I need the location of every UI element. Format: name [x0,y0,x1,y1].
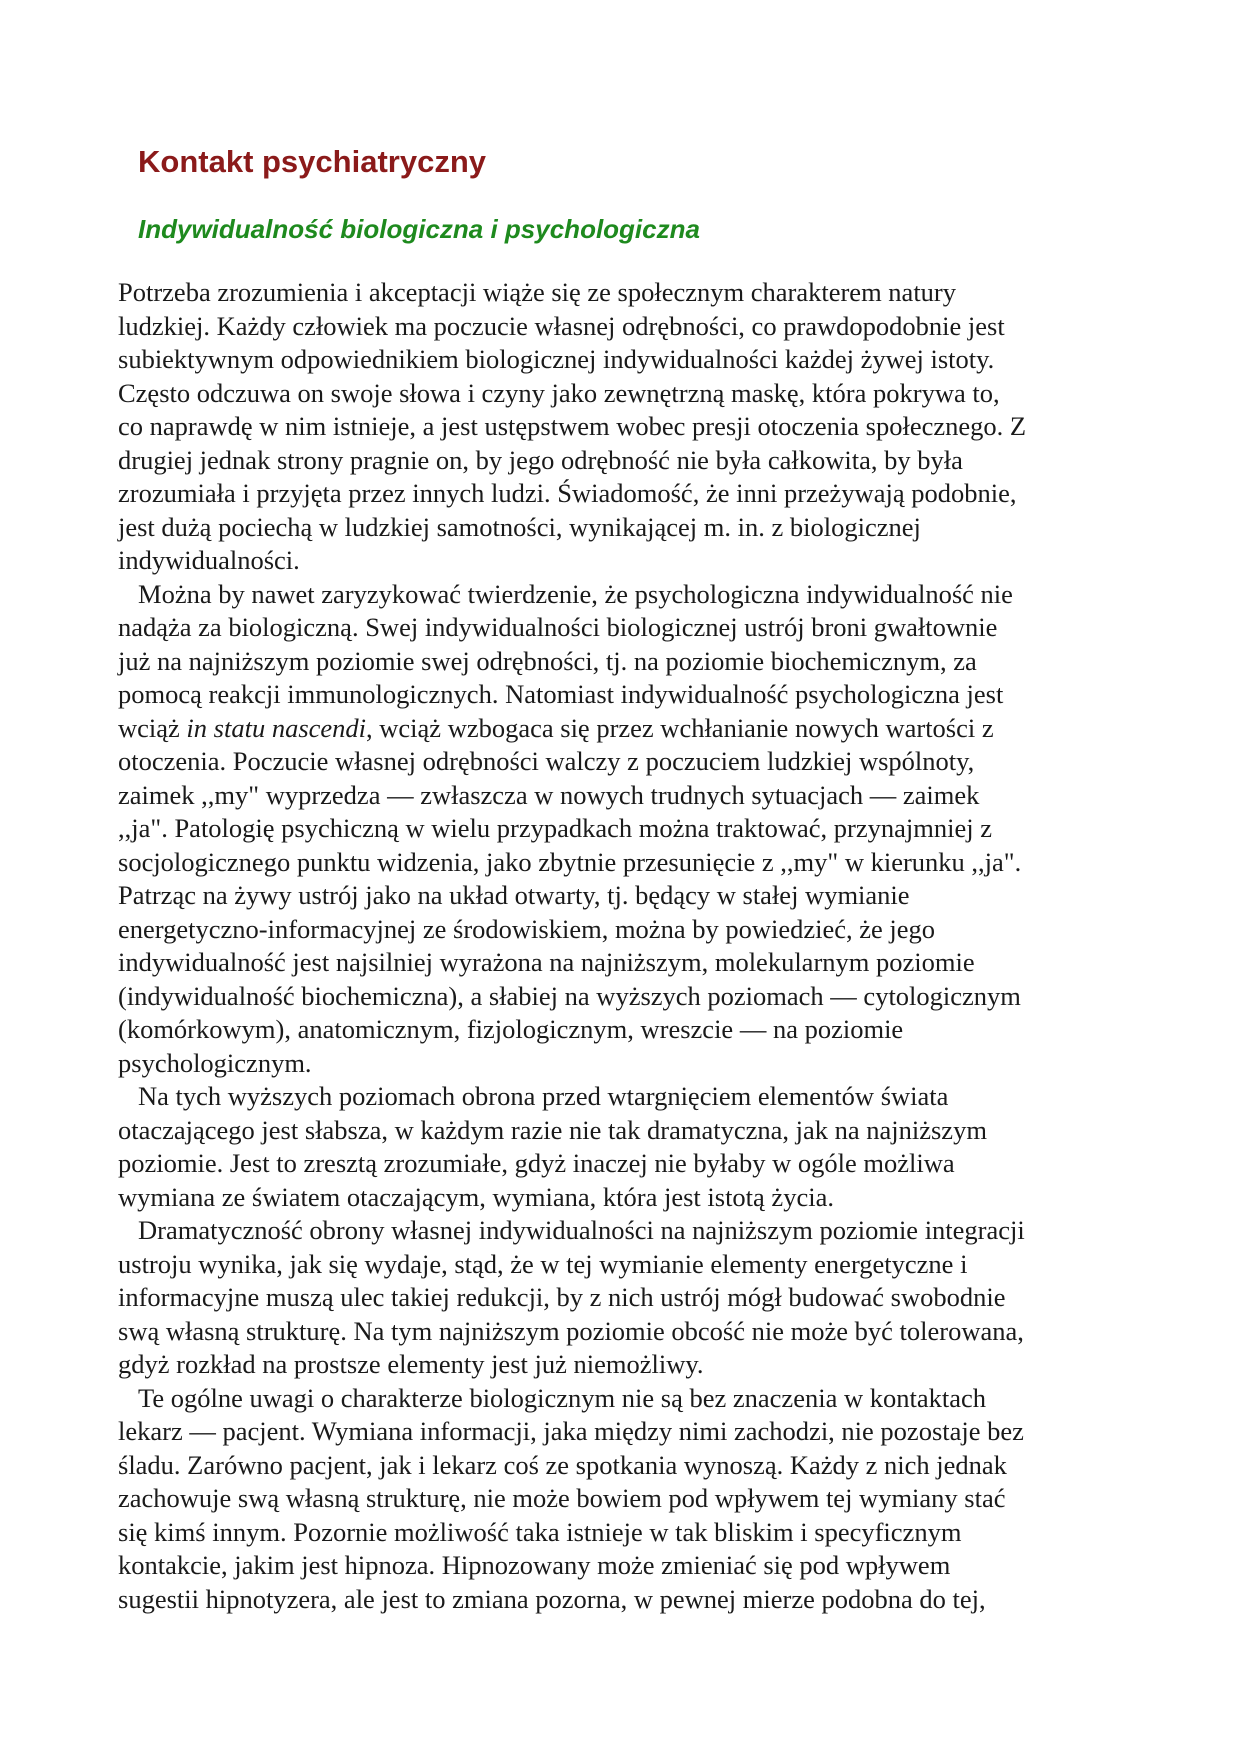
document-body [118,276,1128,1616]
text-line: (komórkowym), anatomicznym, fizjologicznym, wreszcie — na poziomie [118,1014,904,1044]
text-line: swą własną strukturę. Na tym najniższym poziomie obcość nie może być tolerowana, [118,1315,1024,1346]
text-line: ustroju wynika, jak się wydaje, stąd, że w tej wymianie elementy energetyczne i [118,1248,968,1279]
text-line: poziomie. Jest to zresztą zrozumiałe, gdyż inaczej nie byłaby w ogóle możliwa [118,1148,955,1178]
text-line: śladu. Zarówno pacjent, jak i lekarz coś ze spotkania wynoszą. Każdy z nich jednak [118,1449,1007,1480]
text-line: pomocą reakcji immunologicznych. Natomiast indywidualność psychologiczna jest [118,679,1004,709]
text-line: zrozumiała i przyjęta przez innych ludzi. Świadomość, że inni przeżywają podobnie, [118,478,1017,508]
text-line: Często odczuwa on swoje słowa i czyny jako zewnętrzną maskę, która pokrywa to, [118,377,1000,408]
document-subtitle: Indywidualność biologiczna i psychologiczna [138,214,700,244]
text-line: socjologicznego punktu widzenia, jako zbytnie przesunięcie z ,,my" w kierunku ,,ja". [118,846,1022,877]
text-segment: wciąż [118,712,187,743]
text-line: co naprawdę w nim istnieje, a jest ustępstwem wobec presji otoczenia społecznego. Z [118,411,1027,441]
text-line: otaczającego jest słabsza, w każdym razie nie tak dramatyczna, jak na najniższym [118,1114,987,1145]
text-line: ,,ja". Patologię psychiczną w wielu przypadkach można traktować, przynajmniej z [118,813,992,843]
text-line: ludzkiej. Każdy człowiek ma poczucie własnej odrębności, co prawdopodobnie jest [118,310,1005,341]
text-line-mixed [118,712,1128,746]
text-line: sugestii hipnotyzera, ale jest to zmiana pozorna, w pewnej mierze podobna do tej, [118,1583,986,1614]
text-line: już na najniższym poziomie swej odrębności, tj. na poziomie biochemicznym, za [118,645,977,676]
document-title: Kontakt psychiatryczny [138,144,486,179]
text-line: zachowuje swą własną strukturę, nie może bowiem pod wpływem tej wymiany stać [118,1483,1006,1513]
text-line: lekarz — pacjent. Wymiana informacji, jaka między nimi zachodzi, nie pozostaje bez [118,1416,1024,1446]
text-line: energetyczno-informacyjnej ze środowiskiem, można by powiedzieć, że jego [118,913,936,944]
text-line: Można by nawet zaryzykować twierdzenie, że psychologiczna indywidualność nie [138,578,1013,609]
text-line: Potrzeba zrozumienia i akceptacji wiąże się ze społecznym charakterem natury [118,277,957,307]
text-line: indywidualności. [118,545,300,575]
text-line: indywidualność jest najsilniej wyrażona na najniższym, molekularnym poziomie [118,947,975,977]
latin-phrase: in statu nascendi [186,712,367,743]
text-line: kontakcie, jakim jest hipnoza. Hipnozowany może zmieniać się pod wpływem [118,1550,951,1580]
text-line: subiektywnym odpowiednikiem biologicznej indywidualności każdej żywej istoty. [118,344,995,374]
text-line: informacyjne muszą ulec takiej redukcji, by z nich ustrój mógł budować swobodnie [118,1282,1006,1312]
text-line: psychologicznym. [118,1047,312,1078]
text-line: nadąża za biologiczną. Swej indywidualności biologicznej ustrój broni gwałtownie [118,612,998,642]
text-line: wymiana ze światem otaczającym, wymiana, która jest istotą życia. [118,1181,834,1212]
text-line: gdyż rozkład na prostsze elementy jest już niemożliwy. [118,1349,704,1379]
text-line: otoczenia. Poczucie własnej odrębności walczy z poczuciem ludzkiej wspólnoty, [118,746,975,776]
text-line: (indywidualność biochemiczna), a słabiej na wyższych poziomach — cytologicznym [118,980,1021,1011]
text-line: Te ogólne uwagi o charakterze biologicznym nie są bez znaczenia w kontaktach [138,1382,986,1413]
text-line: jest dużą pociechą w ludzkiej samotności, wynikającej m. in. z biologicznej [118,511,921,542]
text-line: Na tych wyższych poziomach obrona przed wtargnięciem elementów świata [138,1081,949,1111]
text-segment: , wciąż wzbogaca się przez wchłanianie nowych wartości z [366,712,994,743]
text-line: Patrząc na żywy ustrój jako na układ otwarty, tj. będący w stałej wymianie [118,880,910,910]
text-line: Dramatyczność obrony własnej indywidualności na najniższym poziomie integracji [138,1215,1025,1245]
text-line: zaimek ,,my" wyprzedza — zwłaszcza w nowych trudnych sytuacjach — zaimek [118,779,980,810]
text-line: się kimś innym. Pozornie możliwość taka istnieje w tak bliskim i specyficznym [118,1516,962,1547]
text-line: drugiej jednak strony pragnie on, by jego odrębność nie była całkowita, by była [118,444,963,475]
